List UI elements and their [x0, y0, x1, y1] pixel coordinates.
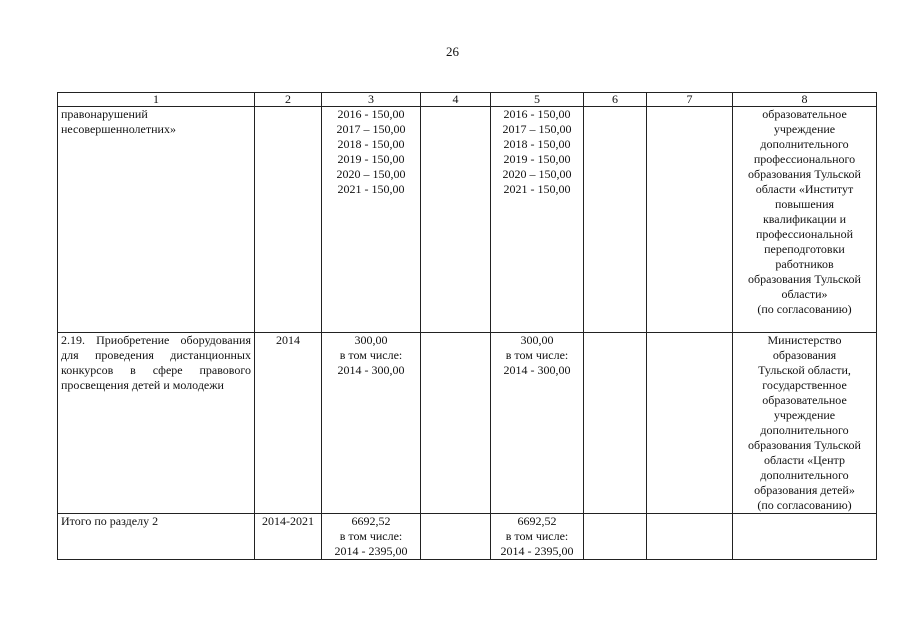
funding-line: 2018 - 150,00: [503, 137, 571, 151]
program-table: [57, 92, 877, 560]
funding-line: 2017 – 150,00: [502, 122, 572, 136]
header-col-5: 5: [491, 93, 584, 107]
period-cell: 2014: [255, 333, 322, 514]
funding-line: 2021 - 150,00: [337, 182, 405, 196]
funding-line: 2020 – 150,00: [336, 167, 406, 181]
event-name-cell: 2.19. Приобретение оборудования для проведения дистанционных конкурсов в сфере правового просвещения детей и молодежи: [58, 333, 255, 514]
col-6-cell: [584, 514, 647, 560]
executor-line: образования детей»: [754, 483, 855, 497]
col-7-cell: [647, 514, 733, 560]
period-cell: 2014-2021: [255, 514, 322, 560]
executor-line: образования Тульской: [748, 272, 861, 286]
funding-line: 6692,52: [351, 514, 391, 528]
budget-funding-cell: [491, 333, 584, 514]
executor-line: образования: [772, 348, 837, 362]
table-row: [58, 333, 877, 514]
page-number: 26: [446, 44, 459, 59]
table-row: [58, 107, 877, 333]
col-4-cell: [421, 514, 491, 560]
col-6-cell: [584, 107, 647, 333]
total-funding-cell: [322, 514, 421, 560]
funding-line: 2017 – 150,00: [336, 122, 406, 136]
header-col-6: 6: [584, 93, 647, 107]
col-6-cell: [584, 333, 647, 514]
event-name-line: правонарушений: [61, 107, 148, 121]
event-name-cell: Итого по разделу 2: [58, 514, 255, 560]
header-row: [58, 93, 877, 107]
funding-line: 2016 - 150,00: [337, 107, 405, 121]
table-row: [58, 514, 877, 560]
funding-line: в том числе:: [339, 529, 403, 543]
funding-line: 2014 - 2395,00: [334, 544, 408, 558]
funding-line: 2014 - 300,00: [503, 363, 571, 377]
header-col-7: 7: [647, 93, 733, 107]
funding-line: в том числе:: [505, 529, 569, 543]
funding-line: 2019 - 150,00: [337, 152, 405, 166]
col-4-cell: [421, 333, 491, 514]
executor-line: повышения: [774, 197, 835, 211]
funding-line: 6692,52: [517, 514, 557, 528]
executor-line: образовательное: [762, 393, 847, 407]
executor-cell: [733, 333, 877, 514]
executor-line: профессиональной: [755, 227, 854, 241]
executor-line: области»: [781, 287, 828, 301]
event-name-cell: [58, 107, 255, 333]
funding-line: в том числе:: [505, 348, 569, 362]
funding-line: 2021 - 150,00: [503, 182, 571, 196]
col-4-cell: [421, 107, 491, 333]
executor-line: Министерство: [767, 333, 842, 347]
funding-line: 300,00: [354, 333, 388, 347]
executor-line: образования Тульской: [748, 438, 861, 452]
executor-line: квалификации и: [762, 212, 847, 226]
header-col-4: 4: [421, 93, 491, 107]
total-funding-cell: [322, 107, 421, 333]
executor-line: (по согласованию): [757, 498, 852, 512]
funding-line: 2016 - 150,00: [503, 107, 571, 121]
period-cell: [255, 107, 322, 333]
executor-line: дополнительного: [760, 137, 849, 151]
funding-line: 2014 - 2395,00: [500, 544, 574, 558]
executor-cell: [733, 107, 877, 333]
funding-line: 2018 - 150,00: [337, 137, 405, 151]
executor-line: дополнительного: [760, 423, 849, 437]
executor-line: учреждение: [773, 122, 836, 136]
budget-funding-cell: [491, 514, 584, 560]
funding-line: 2019 - 150,00: [503, 152, 571, 166]
executor-line: образовательное: [762, 107, 847, 121]
executor-line: дополнительного: [760, 468, 849, 482]
executor-line: образования Тульской: [748, 167, 861, 181]
header-col-8: 8: [733, 93, 877, 107]
executor-line: учреждение: [773, 408, 836, 422]
budget-funding-cell: [491, 107, 584, 333]
executor-cell: [733, 514, 877, 560]
executor-line: области «Центр: [764, 453, 845, 467]
col-7-cell: [647, 333, 733, 514]
header-col-3: 3: [322, 93, 421, 107]
executor-line: области «Институт: [755, 182, 854, 196]
col-7-cell: [647, 107, 733, 333]
funding-line: 2020 – 150,00: [502, 167, 572, 181]
event-name-line: несовершеннолетних»: [61, 122, 176, 136]
header-col-2: 2: [255, 93, 322, 107]
executor-line: Тульской области,: [758, 363, 851, 377]
executor-line: (по согласованию): [757, 302, 852, 316]
total-funding-cell: [322, 333, 421, 514]
executor-line: переподготовки: [764, 242, 845, 256]
header-col-1: 1: [58, 93, 255, 107]
executor-line: работников: [775, 257, 834, 271]
executor-line: государственное: [762, 378, 847, 392]
funding-line: в том числе:: [339, 348, 403, 362]
executor-line: профессионального: [753, 152, 856, 166]
funding-line: 2014 - 300,00: [337, 363, 405, 377]
funding-line: 300,00: [520, 333, 554, 347]
